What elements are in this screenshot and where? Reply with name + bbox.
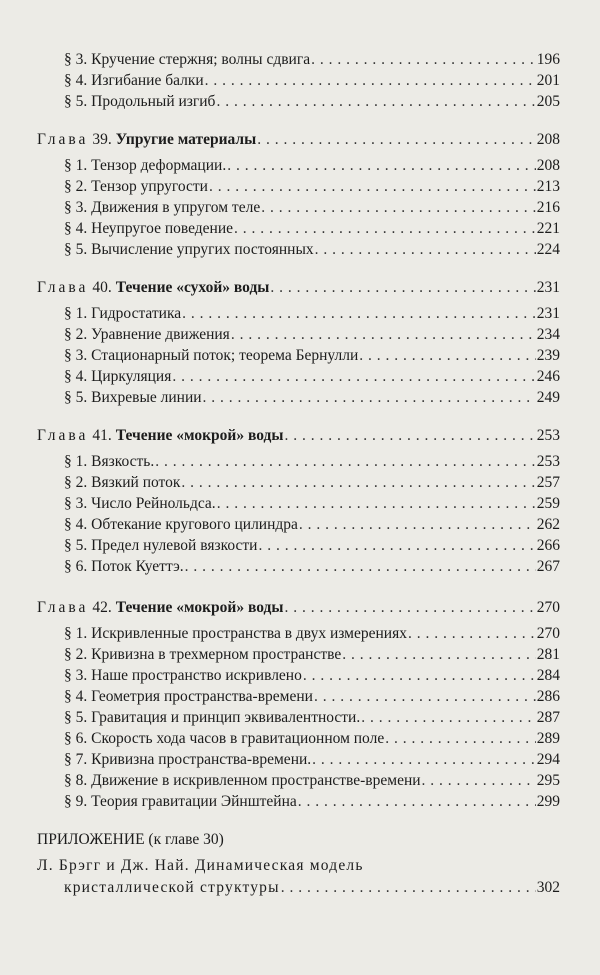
toc-entry-page: 284 [536,667,560,684]
toc-entry-page: 201 [536,72,560,89]
chapter-page: 270 [536,599,560,616]
toc-entry-label: § 7. Кривизна пространства-времени. [64,751,312,768]
toc-entry-label: § 3. Стационарный поток; теорема Бернулли [64,347,359,364]
appendix-page: 302 [536,879,560,896]
chapter-title: Течение «мокрой» воды [115,599,284,616]
chapter-heading [37,130,560,150]
toc-entry [64,666,560,686]
toc-entry-page: 224 [536,241,560,258]
toc-entry-label: § 4. Изгибание балки [64,72,204,89]
toc-entry-label: § 3. Наше пространство искривлено [64,667,302,684]
toc-entry-page: 281 [536,646,560,663]
toc-entry-label: § 1. Искривленные пространства в двух измерениях [64,625,407,642]
toc-entry [64,156,560,176]
toc-entry-page: 259 [536,495,560,512]
toc-entry-label: § 4. Неупругое поведение [64,220,234,237]
toc-entry-label: § 3. Движения в упругом теле [64,199,261,216]
toc-entry [64,494,560,514]
toc-entry-page: 231 [536,305,560,322]
toc-entry-label: § 9. Теория гравитации Эйнштейна [64,793,297,810]
chapter-number: 41. [92,427,112,444]
toc-entry [64,388,560,408]
toc-entry-page: 239 [536,347,560,364]
toc-entry [64,645,560,665]
toc-entry-page: 234 [536,326,560,343]
toc-entry [64,624,560,644]
toc-entry-page: 266 [536,537,560,554]
toc-entry [64,240,560,260]
toc-entry [64,771,560,791]
toc-entry-page: 249 [536,389,560,406]
toc-entry [64,452,560,472]
chapter-title: Течение «сухой» воды [115,279,270,296]
toc-entry-label: § 1. Гидростатика [64,305,182,322]
toc-entry-label: § 5. Гравитация и принцип эквивалентности. [64,709,361,726]
appendix-line-2: кристаллической структуры [64,879,280,896]
toc-entry [64,536,560,556]
toc-entry-label: § 1. Вязкость. [64,453,155,470]
chapter-page: 253 [536,427,560,444]
chapter-word: Глава [37,131,89,148]
toc-entry-page: 257 [536,474,560,491]
toc-entry-label: § 5. Предел нулевой вязкости [64,537,258,554]
toc-entry [64,792,560,812]
toc-entry-page: 196 [536,51,560,68]
toc-entry [64,729,560,749]
chapter-number: 42. [92,599,112,616]
toc-entry [64,473,560,493]
toc-entry-page: 295 [536,772,560,789]
toc-entry-page: 208 [536,157,560,174]
chapter-number: 39. [92,131,112,148]
toc-entry [64,71,560,91]
toc-entry [64,708,560,728]
toc-entry [64,219,560,239]
chapter-page: 231 [536,279,560,296]
chapter-number: 40. [92,279,112,296]
toc-entry [64,325,560,345]
toc-entry-label: § 2. Уравнение движения [64,326,230,343]
toc-entry-label: § 4. Циркуляция [64,368,172,385]
toc-entry [64,304,560,324]
toc-entry [64,367,560,387]
toc-entry [64,92,560,112]
toc-entry-label: § 4. Геометрия пространства-времени [64,688,313,705]
toc-entry [64,687,560,707]
toc-entry-page: 253 [536,453,560,470]
toc-entry-label: § 2. Тензор упругости [64,178,208,195]
toc-entry-page: 286 [536,688,560,705]
appendix-line-1: Л. Брэгг и Дж. Най. Динамическая модель [37,857,364,874]
toc-entry-label: § 3. Кручение стержня; волны сдвига [64,51,311,68]
toc-entry-label: § 5. Вычисление упругих постоянных [64,241,314,258]
toc-entry-label: § 5. Продольный изгиб [64,93,216,110]
toc-entry-label: § 1. Тензор деформации. [64,157,227,174]
appendix-heading: ПРИЛОЖЕНИЕ (к главе 30) [37,831,224,848]
chapter-page: 208 [536,131,560,148]
toc-entry-label: § 3. Число Рейнольдса. [64,495,216,512]
toc-entry [64,198,560,218]
toc-entry-label: § 2. Кривизна в трехмерном пространстве [64,646,342,663]
chapter-word: Глава [37,279,89,296]
toc-entry-page: 216 [536,199,560,216]
toc-entry-label: § 8. Движение в искривленном пространстве-времени [64,772,421,789]
toc-entry-label: § 6. Поток Куеттэ. [64,558,184,575]
toc-entry [64,177,560,197]
toc-entry-page: 221 [536,220,560,237]
toc-entry-page: 246 [536,368,560,385]
toc-entry-page: 287 [536,709,560,726]
chapter-heading [37,278,560,298]
toc-entry [64,346,560,366]
chapter-title: Упругие материалы [115,131,257,148]
toc-entry-page: 205 [536,93,560,110]
toc-entry-page: 294 [536,751,560,768]
chapter-word: Глава [37,599,89,616]
toc-entry [64,515,560,535]
toc-entry [64,557,560,577]
toc-entry [64,750,560,770]
toc-entry-page: 289 [536,730,560,747]
toc-entry-label: § 2. Вязкий поток [64,474,181,491]
toc-entry-page: 267 [536,558,560,575]
appendix-entry [64,878,560,898]
toc-entry-label: § 4. Обтекание кругового цилиндра [64,516,298,533]
toc-entry-label: § 5. Вихревые линии [64,389,202,406]
toc-entry-label: § 6. Скорость хода часов в гравитационном поле [64,730,385,747]
toc-entry [64,50,560,70]
toc-entry-page: 213 [536,178,560,195]
chapter-heading [37,598,560,618]
chapter-title: Течение «мокрой» воды [115,427,284,444]
toc-entry-page: 270 [536,625,560,642]
toc-entry-page: 299 [536,793,560,810]
toc-entry-page: 262 [536,516,560,533]
chapter-word: Глава [37,427,89,444]
chapter-heading [37,426,560,446]
